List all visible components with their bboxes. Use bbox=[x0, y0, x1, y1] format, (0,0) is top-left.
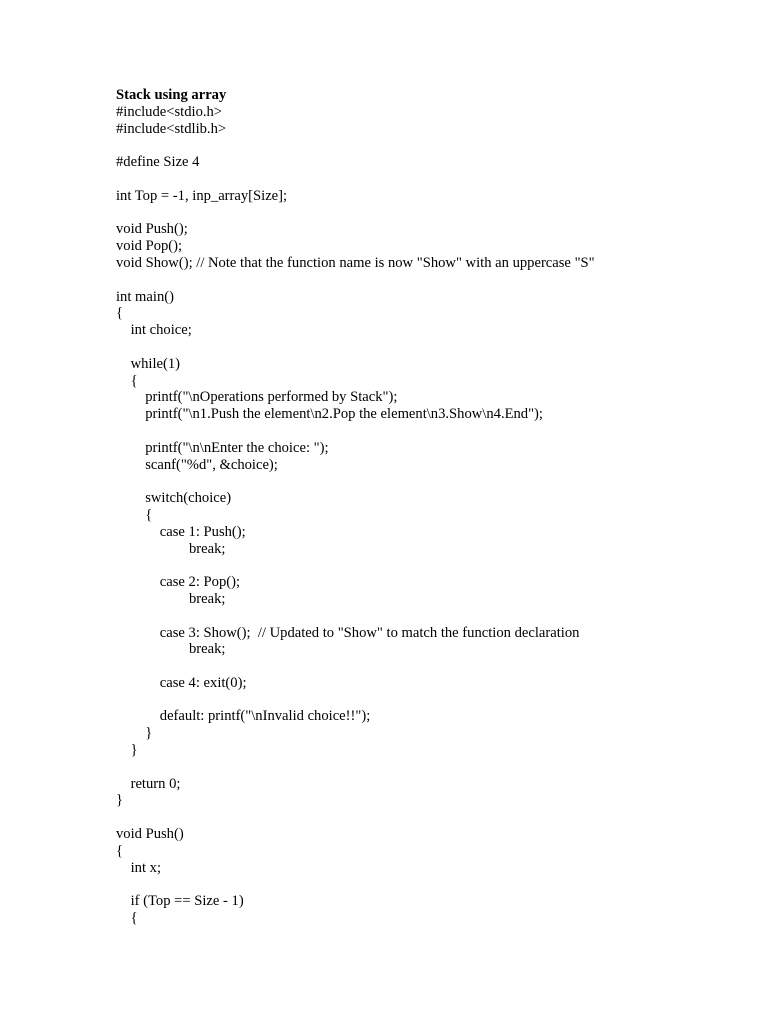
code-line: #define Size 4 bbox=[116, 154, 200, 171]
code-line: #include<stdlib.h> bbox=[116, 120, 227, 137]
code-line: { bbox=[116, 305, 124, 322]
code-line: case 4: exit(0); bbox=[116, 674, 247, 691]
code-line: #include<stdio.h> bbox=[116, 103, 223, 120]
code-line: while(1) bbox=[116, 355, 181, 372]
code-line bbox=[116, 692, 595, 709]
code-line: void Show(); // Note that the function name is now "Show" with an uppercase "S" bbox=[116, 254, 595, 271]
code-line: printf("\n1.Push the element\n2.Pop the element\n3.Show\n4.End"); bbox=[116, 406, 543, 423]
code-line: int main() bbox=[116, 288, 174, 305]
code-line bbox=[116, 608, 595, 625]
code-line: printf("\nOperations performed by Stack"); bbox=[116, 389, 398, 406]
code-line: case 1: Push(); bbox=[116, 523, 246, 540]
code-line: case 3: Show(); // Updated to "Show" to match the function declaration bbox=[116, 624, 580, 641]
code-line bbox=[116, 557, 595, 574]
code-line bbox=[116, 137, 595, 154]
code-line: if (Top == Size - 1) bbox=[116, 893, 244, 910]
code-line bbox=[116, 658, 595, 675]
code-line: int Top = -1, inp_array[Size]; bbox=[116, 187, 288, 204]
code-line bbox=[116, 473, 595, 490]
code-line: } bbox=[116, 725, 153, 742]
code-line: printf("\n\nEnter the choice: "); bbox=[116, 439, 329, 456]
code-line: int choice; bbox=[116, 322, 192, 339]
code-line: scanf("%d", &choice); bbox=[116, 456, 278, 473]
document-body bbox=[116, 87, 595, 927]
code-line bbox=[116, 272, 595, 289]
code-line: } bbox=[116, 792, 124, 809]
code-line bbox=[116, 809, 595, 826]
code-line: return 0; bbox=[116, 775, 181, 792]
code-line: switch(choice) bbox=[116, 490, 232, 507]
code-line: break; bbox=[116, 590, 226, 607]
code-line: break; bbox=[116, 641, 226, 658]
code-line: default: printf("\nInvalid choice!!"); bbox=[116, 708, 371, 725]
code-line: break; bbox=[116, 540, 226, 557]
code-line: { bbox=[116, 372, 138, 389]
code-line: } bbox=[116, 742, 138, 759]
code-line: { bbox=[116, 910, 138, 927]
code-line bbox=[116, 423, 595, 440]
code-line: case 2: Pop(); bbox=[116, 574, 241, 591]
code-line bbox=[116, 205, 595, 222]
code-line bbox=[116, 876, 595, 893]
code-line: { bbox=[116, 506, 153, 523]
code-line bbox=[116, 759, 595, 776]
code-line: void Push() bbox=[116, 826, 184, 843]
code-line bbox=[116, 339, 595, 356]
code-line bbox=[116, 171, 595, 188]
document-title: Stack using array bbox=[116, 87, 227, 103]
code-line: void Pop(); bbox=[116, 238, 183, 255]
code-line: void Push(); bbox=[116, 221, 188, 238]
code-line: int x; bbox=[116, 859, 161, 876]
code-block bbox=[116, 104, 595, 927]
code-line: { bbox=[116, 842, 124, 859]
